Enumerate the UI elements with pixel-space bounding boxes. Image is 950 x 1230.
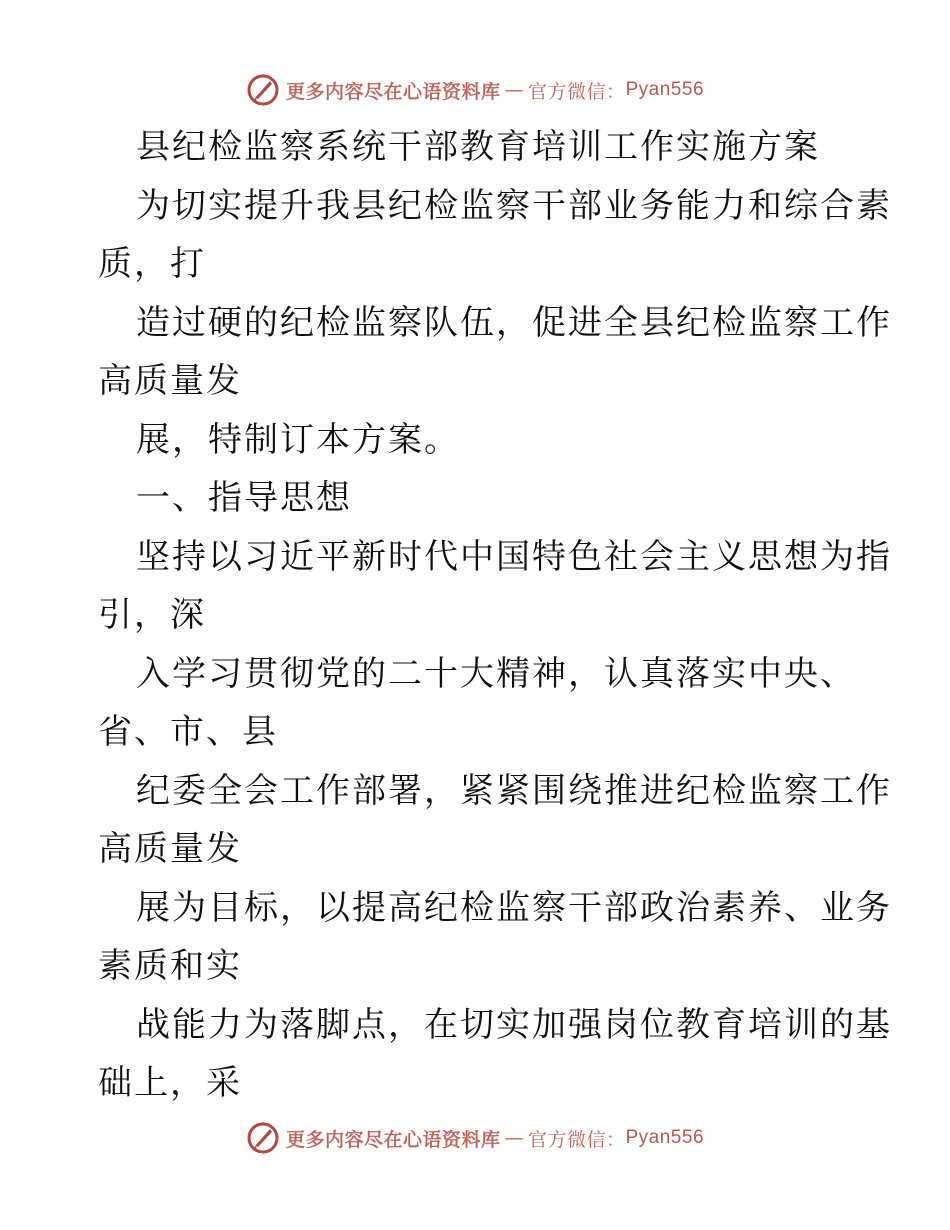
watermark-separator: — [504, 1127, 524, 1149]
section-heading: 一、指导思想 [136, 478, 352, 518]
paragraph-line: 高质量发 [98, 361, 242, 401]
paragraph-line: 纪委全会工作部署，紧紧围绕推进纪检监察工作 [136, 771, 892, 811]
paragraph-line: 战能力为落脚点，在切实加强岗位教育培训的基 [136, 1005, 892, 1045]
header-watermark [0, 70, 950, 110]
quill-logo-icon [246, 73, 280, 107]
quill-logo-icon [246, 1121, 280, 1155]
paragraph-line: 引，深 [98, 595, 206, 635]
paragraph-line: 素质和实 [98, 946, 242, 986]
paragraph-line: 入学习贯彻党的二十大精神，认真落实中央、 [136, 654, 856, 694]
watermark-wechat-id: Pyan556 [625, 79, 705, 100]
document-title: 县纪检监察系统干部教育培训工作实施方案 [136, 127, 820, 167]
paragraph-line: 高质量发 [98, 829, 242, 869]
watermark-text: 更多内容尽在心语资料库 [285, 1128, 501, 1151]
paragraph-line: 础上，采 [98, 1063, 242, 1103]
paragraph-line: 坚持以习近平新时代中国特色社会主义思想为指 [136, 537, 892, 577]
watermark-wechat-id: Pyan556 [625, 1127, 705, 1148]
footer-watermark [0, 1118, 950, 1158]
paragraph-line: 质，打 [98, 244, 206, 284]
paragraph-line: 展，特制订本方案。 [136, 420, 460, 460]
paragraph-line: 造过硬的纪检监察队伍，促进全县纪检监察工作 [136, 303, 892, 343]
watermark-separator: — [504, 79, 524, 101]
paragraph-line: 展为目标，以提高纪检监察干部政治素养、业务 [136, 888, 892, 928]
watermark-text: 更多内容尽在心语资料库 [285, 80, 501, 103]
paragraph-line: 省、市、县 [98, 712, 278, 752]
watermark-wechat-label: 官方微信： [527, 80, 626, 103]
watermark-wechat-label: 官方微信： [527, 1128, 626, 1151]
paragraph-line: 为切实提升我县纪检监察干部业务能力和综合素 [136, 186, 892, 226]
